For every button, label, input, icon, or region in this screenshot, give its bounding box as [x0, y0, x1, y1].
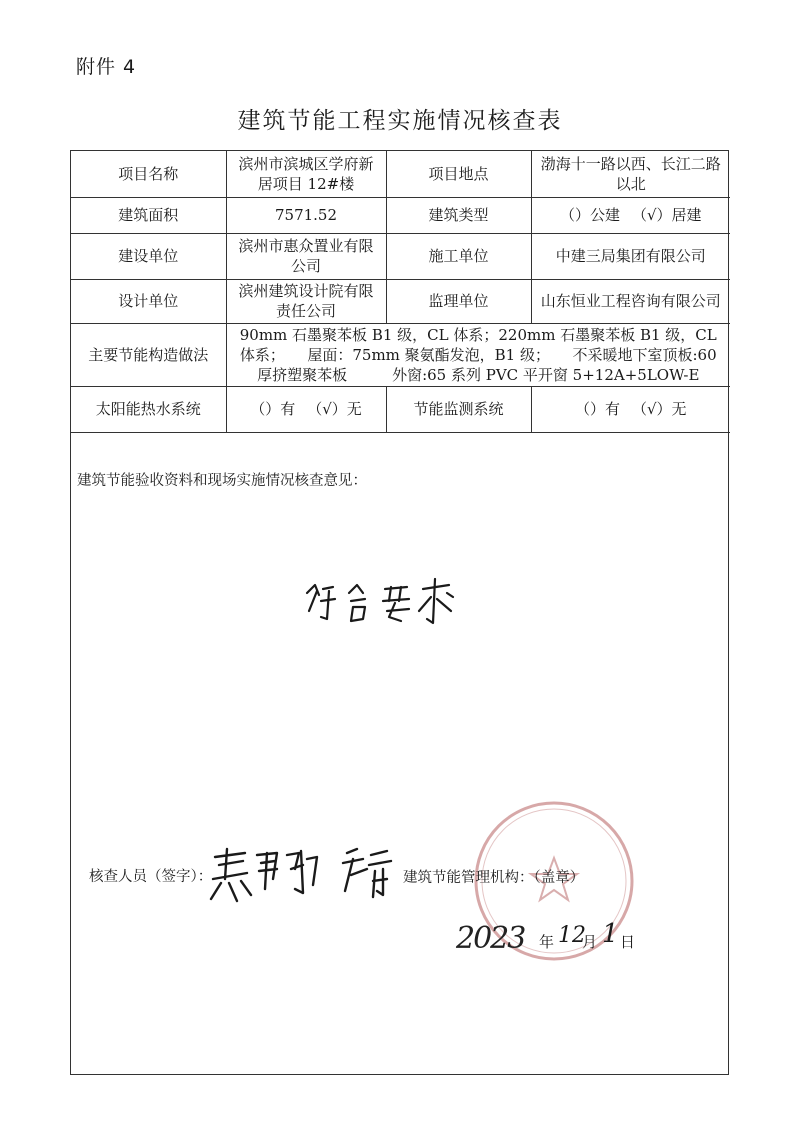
designer-value: 滨州建筑设计院有限责任公司	[226, 279, 386, 323]
solar-option-yes: （）有	[250, 400, 296, 418]
handwritten-opinion	[299, 571, 479, 641]
construction-label: 主要节能构造做法	[71, 323, 226, 386]
building-area-value: 7571.52	[226, 197, 386, 233]
monitoring-label: 节能监测系统	[386, 386, 531, 432]
table-row	[71, 197, 730, 233]
contractor-value: 中建三局集团有限公司	[531, 233, 730, 279]
building-type-option-public: （）公建	[559, 206, 620, 224]
solar-options	[226, 386, 386, 432]
date-day-unit: 日	[620, 933, 636, 951]
building-area-label: 建筑面积	[71, 197, 226, 233]
date-day: 1	[602, 919, 619, 949]
table-row	[71, 386, 730, 432]
monitoring-option-no: （√）无	[631, 400, 687, 418]
agency-label: 建筑节能管理机构：（盖章）	[403, 870, 585, 886]
building-type-label: 建筑类型	[386, 197, 531, 233]
page-title: 建筑节能工程实施情况核查表	[237, 108, 563, 134]
info-table	[71, 151, 730, 433]
reviewer-label: 核查人员（签字）：	[89, 869, 213, 885]
monitoring-options	[531, 386, 730, 432]
developer-label: 建设单位	[71, 233, 226, 279]
project-name-value: 滨州市滨城区学府新居项目 12#楼	[226, 151, 386, 197]
supervisor-label: 监理单位	[386, 279, 531, 323]
opinion-label: 建筑节能验收资料和现场实施情况核查意见：	[77, 473, 367, 489]
monitoring-option-yes: （）有	[574, 400, 620, 418]
date-year: 2023	[456, 921, 525, 956]
building-type-options	[531, 197, 730, 233]
solar-label: 太阳能热水系统	[71, 386, 226, 432]
date-year-unit: 年	[539, 933, 555, 951]
contractor-label: 施工单位	[386, 233, 531, 279]
supervisor-value: 山东恒业工程咨询有限公司	[531, 279, 730, 323]
attachment-label: 附件 4	[76, 56, 137, 78]
date	[456, 919, 676, 963]
date-month: 12	[558, 923, 586, 948]
reviewer-signature	[207, 839, 417, 909]
project-location-value: 渤海十一路以西、长江二路以北	[531, 151, 730, 197]
project-location-label: 项目地点	[386, 151, 531, 197]
building-type-option-residential: （√）居建	[631, 206, 702, 224]
solar-option-no: （√）无	[307, 400, 362, 418]
inspection-form	[70, 150, 729, 1075]
project-name-label: 项目名称	[71, 151, 226, 197]
table-row	[71, 151, 730, 197]
developer-value: 滨州市惠众置业有限公司	[226, 233, 386, 279]
date-month-unit: 月	[582, 933, 598, 951]
designer-label: 设计单位	[71, 279, 226, 323]
table-row	[71, 279, 730, 323]
construction-value: 90mm 石墨聚苯板 B1 级，CL 体系；220mm 石墨聚苯板 B1 级，CL 体系； 屋面：75mm 聚氨酯发泡，B1 级； 不采暖地下室顶板:60 厚挤塑聚苯板 外窗:65 系列 PVC 平开窗 5+12A+5LOW-E	[226, 323, 730, 386]
table-row	[71, 323, 730, 386]
table-row	[71, 233, 730, 279]
